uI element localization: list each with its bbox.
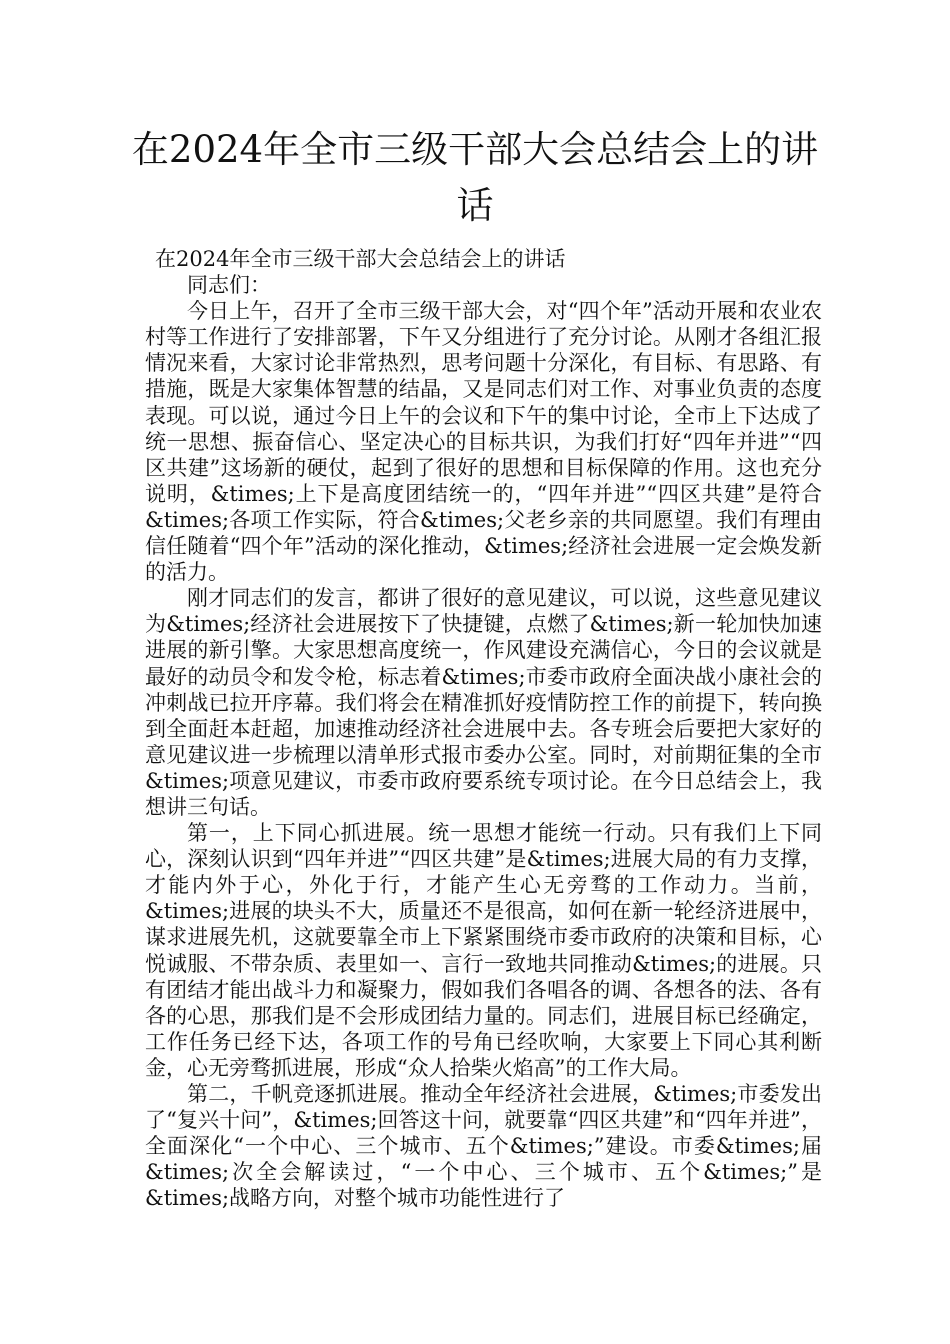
- document-title: 在2024年全市三级干部大会总结会上的讲话: [131, 128, 819, 227]
- paragraph: 第二，千帆竞逐抓进展。推动全年经济社会进展，&times;市委发出了“复兴十问”，&times;回答这十问，就要靠“四区共建”和“四年并进”，全面深化“一个中心、三个城市、五个&times;”建设。市委&times;届&times;次全会解读过，“一个中心、三个城市、五个&times;”是&times;战略方向，对整个城市功能性进行了: [145, 1082, 822, 1211]
- greeting: 同志们：: [187, 273, 271, 298]
- paragraph: 今日上午，召开了全市三级干部大会，对“四个年”活动开展和农业农村等工作进行了安排部署，下午又分组进行了充分讨论。从刚才各组汇报情况来看，大家讨论非常热烈，思考问题十分深化，有目标、有思路、有措施，既是大家集体智慧的结晶，又是同志们对工作、对事业负责的态度表现。可以说，通过今日上午的会议和下午的集中讨论，全市上下达成了统一思想、振奋信心、坚定决心的目标共识，为我们打好“四年并进”“四区共建”这场新的硬仗，起到了很好的思想和目标保障的作用。这也充分说明，&times;上下是高度团结统一的，“四年并进”“四区共建”是符合&times;各项工作实际，符合&times;父老乡亲的共同愿望。我们有理由信任随着“四个年”活动的深化推动，&times;经济社会进展一定会焕发新的活力。: [145, 299, 822, 585]
- paragraph: 刚才同志们的发言，都讲了很好的意见建议，可以说，这些意见建议为&times;经济社会进展按下了快捷键，点燃了&times;新一轮加快加速进展的新引擎。大家思想高度统一，作风建设充满信心，今日的会议就是最好的动员令和发令枪，标志着&times;市委市政府全面决战小康社会的冲刺战已拉开序幕。我们将会在精准抓好疫情防控工作的前提下，转向换到全面赶本赶超，加速推动经济社会进展中去。各专班会后要把大家好的意见建议进一步梳理以清单形式报市委办公室。同时，对前期征集的全市&times;项意见建议，市委市政府要系统专项讨论。在今日总结会上，我想讲三句话。: [145, 586, 822, 819]
- document-subtitle: 在2024年全市三级干部大会总结会上的讲话: [155, 247, 566, 271]
- paragraph: 第一，上下同心抓进展。统一思想才能统一行动。只有我们上下同心，深刻认识到“四年并进”“四区共建”是&times;进展大局的有力支撑，才能内外于心，外化于行，才能产生心无旁骛的工作动力。当前，&times;进展的块头不大，质量还不是很高，如何在新一轮经济进展中，谋求进展先机，这就要靠全市上下紧紧围绕市委市政府的决策和目标，心悦诚服、不带杂质、表里如一、言行一致地共同推动&times;的进展。只有团结才能出战斗力和凝聚力，假如我们各唱各的调、各想各的法、各有各的心思，那我们是不会形成团结力量的。同志们，进展目标已经确定，工作任务已经下达，各项工作的号角已经吹响，大家要上下同心其利断金，心无旁骛抓进展，形成“众人拾柴火焰高”的工作大局。: [145, 821, 822, 1080]
- document-body: [145, 246, 822, 1211]
